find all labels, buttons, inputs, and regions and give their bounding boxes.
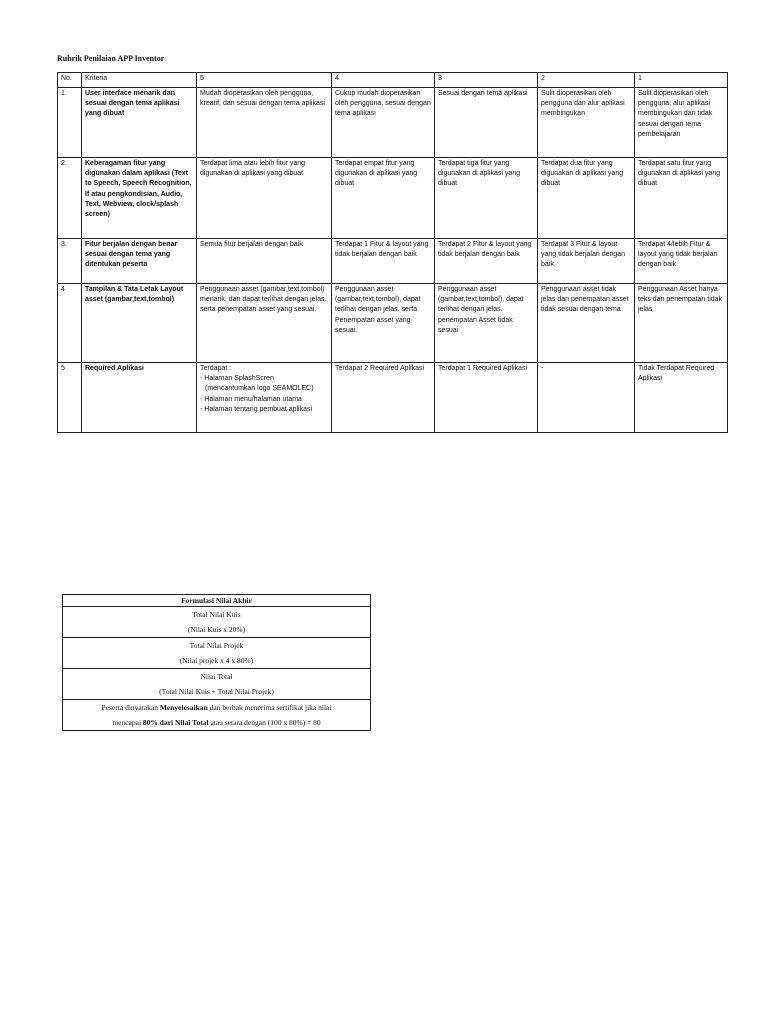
rubric-header-row bbox=[58, 73, 728, 88]
score-4-cell: Terdapat 1 Fitur & layout yang tidak berjalan dengan baik bbox=[332, 239, 435, 284]
score-4-cell: Terdapat empat fitur yang digunakan di aplikasi yang dibuat bbox=[332, 158, 435, 239]
row-number: 2. bbox=[58, 158, 82, 239]
formula-total bbox=[63, 669, 371, 700]
score-2-cell: - bbox=[538, 363, 635, 433]
note-line-2 bbox=[67, 715, 366, 730]
score-3-cell: Sesuai dengan tema aplikasi bbox=[435, 88, 538, 158]
score-3-cell: Terdapat 2 Fitur & layout yang tidak berjalan dengan baik bbox=[435, 239, 538, 284]
score-1-cell: Penggunaan Asset hanya teks dan penempatan tidak jelas bbox=[635, 284, 728, 363]
table-row bbox=[58, 363, 728, 433]
score-5-cell bbox=[197, 363, 332, 433]
criteria-cell: User interface menarik dan sesuai dengan tema aplikasi yang dibuat bbox=[82, 88, 197, 158]
score-5-cell: Penggunaan asset (gambar,text,tombol) menarik, dan dapat terlihat dengan jelas. serta penempatan asset yang sesuai. bbox=[197, 284, 332, 363]
score-2-cell: Terdapat dua fitur yang digunakan di aplikasi yang dibuat bbox=[538, 158, 635, 239]
list-item: - Halaman SplashScren bbox=[200, 375, 274, 383]
header-score-5: 5 bbox=[197, 73, 332, 88]
list-item: Terdapat : bbox=[200, 365, 232, 372]
note-text: mencapai bbox=[112, 718, 143, 727]
kuis-formula: (Nilai Kuis x 20%) bbox=[187, 625, 246, 634]
list-item: - Halaman menu/halaman utama bbox=[200, 395, 302, 403]
header-no: No. bbox=[58, 73, 82, 88]
table-row bbox=[58, 284, 728, 363]
row-number: 3. bbox=[58, 239, 82, 284]
score-2-cell: Terdapat 3 Fitur & layout yang tidak berjalan dengan baik bbox=[538, 239, 635, 284]
kuis-label: Total Nilai Kuis bbox=[192, 610, 241, 619]
header-score-1: 1 bbox=[635, 73, 728, 88]
note-line-1 bbox=[67, 700, 366, 715]
completion-note bbox=[63, 700, 371, 731]
header-score-3: 3 bbox=[435, 73, 538, 88]
score-1-cell: Terdapat satu fitur yang digunakan di aplikasi yang dibuat bbox=[635, 158, 728, 239]
list-item: (mencantumkan logo SEAMOLEC) bbox=[205, 385, 314, 393]
score-3-cell: Terdapat 1 Required Aplikasi bbox=[435, 363, 538, 433]
score-1-cell: Terdapat 4/lebih Fitur & layout yang tidak berjalan dengan baik bbox=[635, 239, 728, 284]
score-1-cell: Tidak Terdapat Required Aplikasi bbox=[635, 363, 728, 433]
row-number: 1. bbox=[58, 88, 82, 158]
score-3-cell: Penggunaan asset (gambar,text,tombol), dapat terlihat dengan jelas. penempatan Asset tidak sesuai bbox=[435, 284, 538, 363]
note-text: dan berhak menerima sertifikat jika nilai bbox=[207, 703, 332, 712]
score-4-cell: Cukup mudah dioperasikan oleh pengguna, sesuai dengan tema aplikasi bbox=[332, 88, 435, 158]
total-formula: (Total Nilai Kuis + Total Nilai Projek) bbox=[159, 687, 274, 696]
score-3-cell: Terdapat tiga fitur yang digunakan di aplikasi yang dibuat bbox=[435, 158, 538, 239]
note-emphasis: 80% dari Nilai Total bbox=[142, 718, 209, 727]
row-number: 5 bbox=[58, 363, 82, 433]
header-score-2: 2 bbox=[538, 73, 635, 88]
formula-projek bbox=[63, 638, 371, 669]
score-4-cell: Penggunaan asset (gambar,text,tombol), dapat terlihat dengan jelas. serta Penempatan asset yang sesuai. bbox=[332, 284, 435, 363]
score-1-cell: Sulit dioperasikan oleh pengguna, alur aplikasi membingukan dan tidak sesuai dengan tema pembelajaran bbox=[635, 88, 728, 158]
rubric-table bbox=[57, 72, 728, 433]
formula-kuis bbox=[63, 607, 371, 638]
document-title: Rubrik Penilaian APP Inventor bbox=[57, 54, 165, 63]
projek-label: Total Nilai Projek bbox=[189, 641, 244, 650]
score-5-cell: Mudah dioperasikan oleh pengguna, kreatif, dan sesuai dengan tema aplikasi bbox=[197, 88, 332, 158]
score-5-cell: Terdapat lima atau lebih fitur yang digunakan di aplikasi yang dibuat bbox=[197, 158, 332, 239]
list-item: - Halaman tentang pembuat aplikasi bbox=[200, 405, 313, 413]
note-text: Peserta dinyatakan bbox=[101, 703, 160, 712]
score-5-cell: Semua fitur berjalan dengan baik bbox=[197, 239, 332, 284]
projek-formula: (Nilai projek x 4 x 80%) bbox=[179, 656, 254, 665]
note-emphasis: Menyelesaikan bbox=[159, 703, 208, 712]
header-score-4: 4 bbox=[332, 73, 435, 88]
criteria-cell: Keberagaman fitur yang digunakan dalam aplikasi (Text to Speech, Speech Recognition, If atau pengkondisian, Audio, Text, Webview, clock/splash screen) bbox=[82, 158, 197, 239]
table-row bbox=[58, 239, 728, 284]
criteria-cell: Fitur berjalan dengan benar sesuai dengan tema yang ditentukan peserta bbox=[82, 239, 197, 284]
note-text: atau setara dengan (100 x 80%) = 80 bbox=[208, 718, 321, 727]
table-row bbox=[58, 158, 728, 239]
formula-table bbox=[62, 594, 371, 731]
criteria-cell: Required Aplikasi bbox=[82, 363, 197, 433]
total-label: Nilai Total bbox=[200, 672, 233, 681]
header-kriteria: Kriteria bbox=[82, 73, 197, 88]
formula-heading: Formulasi Nilai Akhir bbox=[63, 595, 371, 607]
criteria-cell: Tampilan & Tata Letak Layout asset (gambar,text,tombol) bbox=[82, 284, 197, 363]
score-4-cell: Terdapat 2 Required Aplikasi bbox=[332, 363, 435, 433]
score-2-cell: Penggunaan asset tidak jelas dan penempatan asset tidak sesuai dengan tema bbox=[538, 284, 635, 363]
table-row bbox=[58, 88, 728, 158]
score-2-cell: Sulit dioperasikan oleh pengguna dan alur aplikasi membingukan bbox=[538, 88, 635, 158]
row-number: 4 bbox=[58, 284, 82, 363]
